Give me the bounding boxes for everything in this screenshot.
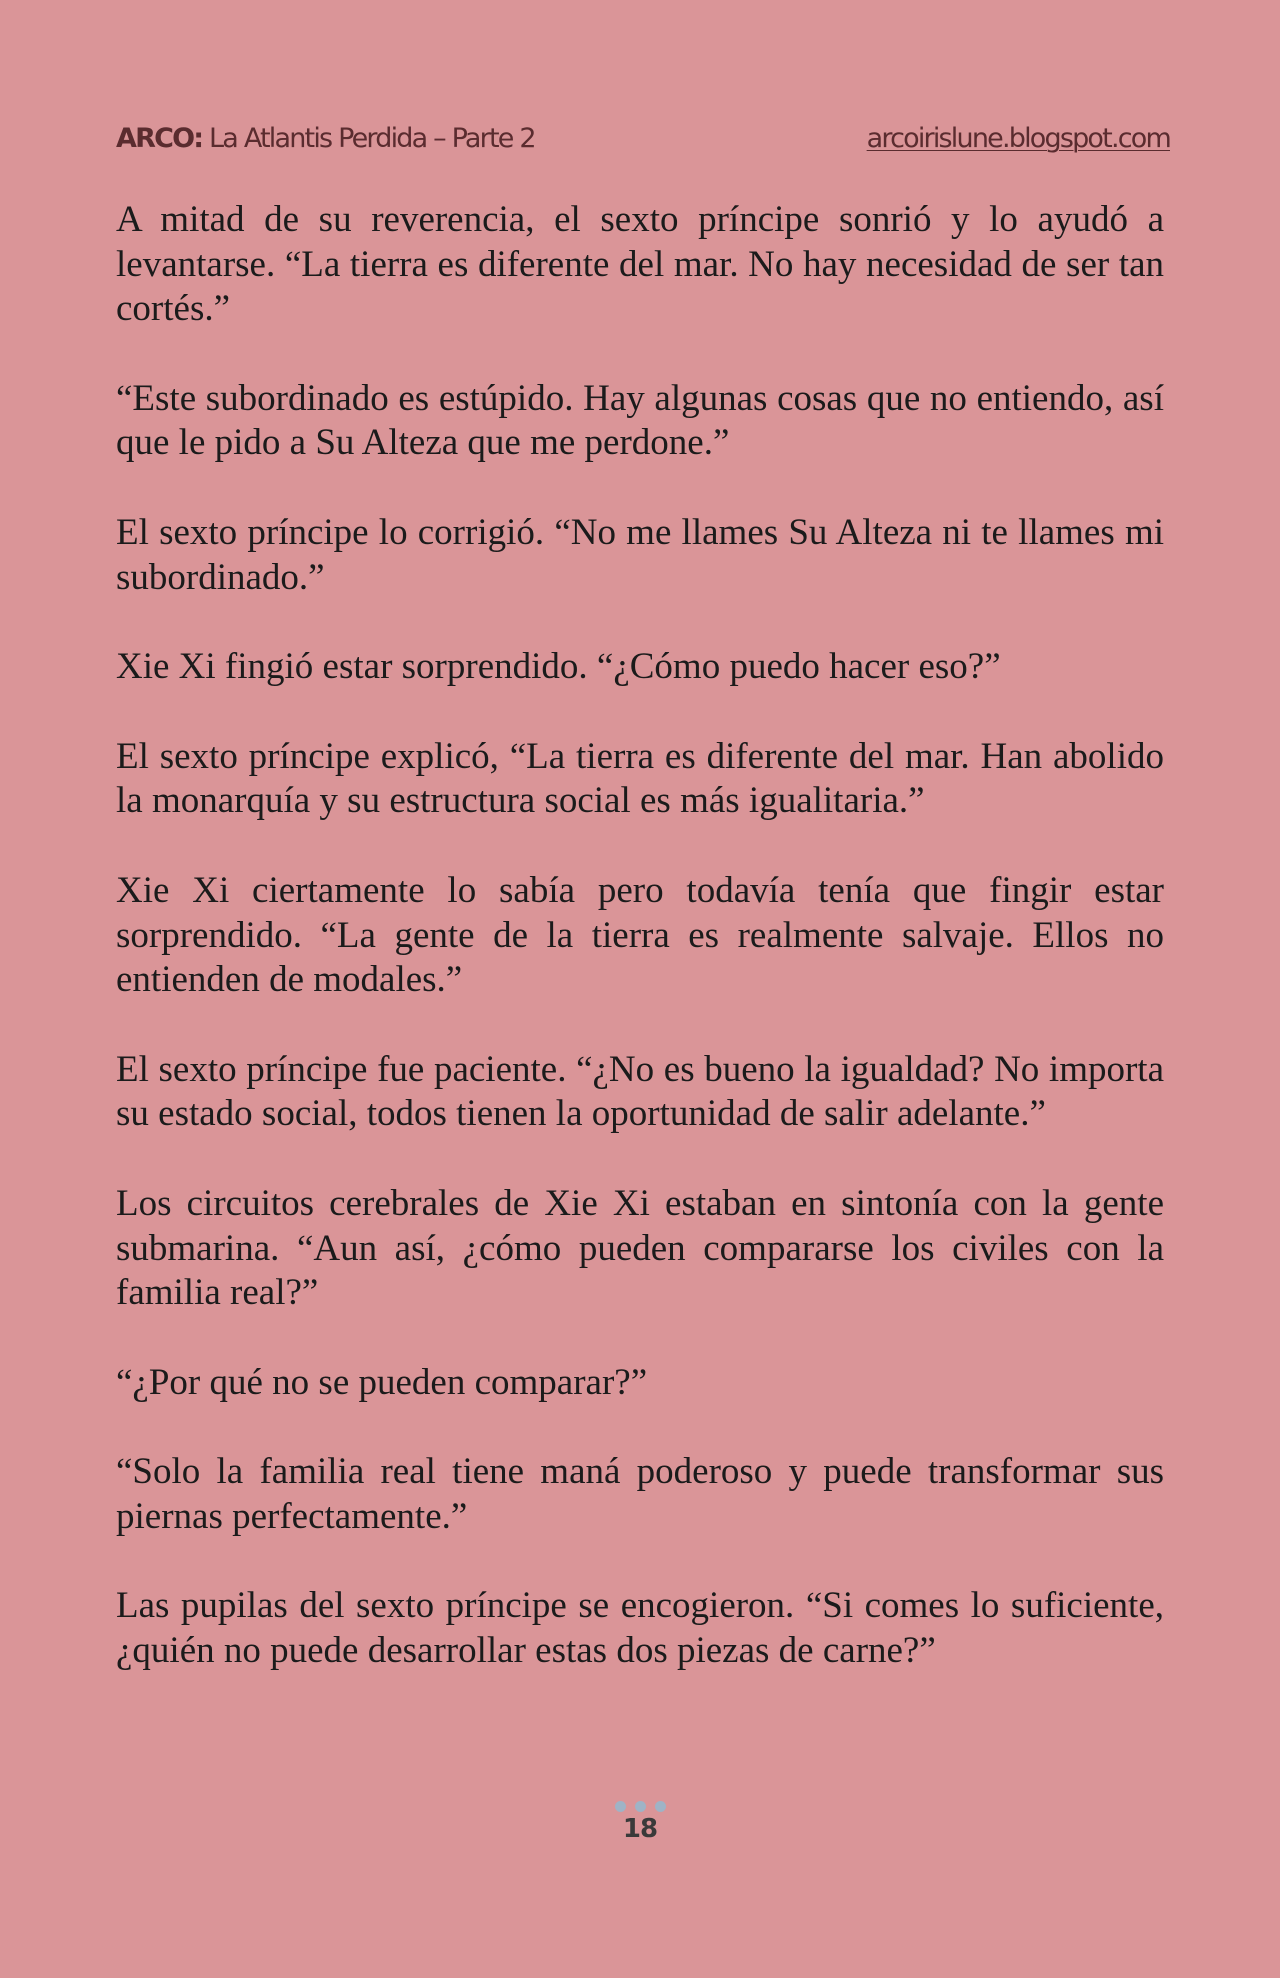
paragraph: “Este subordinado es estúpido. Hay algunas cosas que no entiendo, así que le pido a Su Alteza que me perdone.” xyxy=(116,377,1164,464)
paragraph: El sexto príncipe fue paciente. “¿No es bueno la igualdad? No importa su estado social, todos tienen la oportunidad de salir adelante.” xyxy=(116,1048,1164,1135)
paragraph: El sexto príncipe lo corrigió. “No me llames Su Alteza ni te llames mi subordinado.” xyxy=(116,511,1164,598)
page-footer xyxy=(0,1800,1280,1844)
paragraph: “¿Por qué no se pueden comparar?” xyxy=(116,1361,648,1403)
ornament-dots-icon xyxy=(0,1800,1280,1812)
book-title xyxy=(116,123,535,154)
series-name: ARCO: xyxy=(116,122,203,154)
paragraph: Xie Xi fingió estar sorprendido. “¿Cómo puedo hacer eso?” xyxy=(116,646,1001,688)
dot-icon xyxy=(635,1801,646,1812)
paragraph: El sexto príncipe explicó, “La tierra es diferente del mar. Han abolido la monarquía y su estructura social es más igualitaria.” xyxy=(116,735,1164,822)
page-number: 18 xyxy=(622,1814,658,1844)
paragraph: Los circuitos cerebrales de Xie Xi estaban en sintonía con la gente submarina. “Aun así, ¿cómo pueden compararse los civiles con la familia real?” xyxy=(116,1182,1164,1314)
paragraph: A mitad de su reverencia, el sexto príncipe sonrió y lo ayudó a levantarse. “La tierra es diferente del mar. No hay necesidad de ser tan cortés.” xyxy=(116,199,1164,330)
paragraph: “Solo la familia real tiene maná poderoso y puede transformar sus piernas perfectamente.” xyxy=(116,1451,1164,1537)
running-header xyxy=(116,118,1170,158)
website-link[interactable]: arcoirislune.blogspot.com xyxy=(866,122,1170,154)
dot-icon xyxy=(615,1801,626,1812)
paragraph: Xie Xi ciertamente lo sabía pero todavía tenía que fingir estar sorprendido. “La gente de la tierra es realmente salvaje. Ellos no entienden de modales.” xyxy=(116,869,1164,1001)
paragraph: Las pupilas del sexto príncipe se encogieron. “Si comes lo suficiente, ¿quién no puede desarrollar estas dos piezas de carne?” xyxy=(116,1585,1164,1672)
page-body xyxy=(116,198,1164,1719)
dot-icon xyxy=(655,1801,666,1812)
book-subtitle: La Atlantis Perdida – Parte 2 xyxy=(202,122,535,154)
